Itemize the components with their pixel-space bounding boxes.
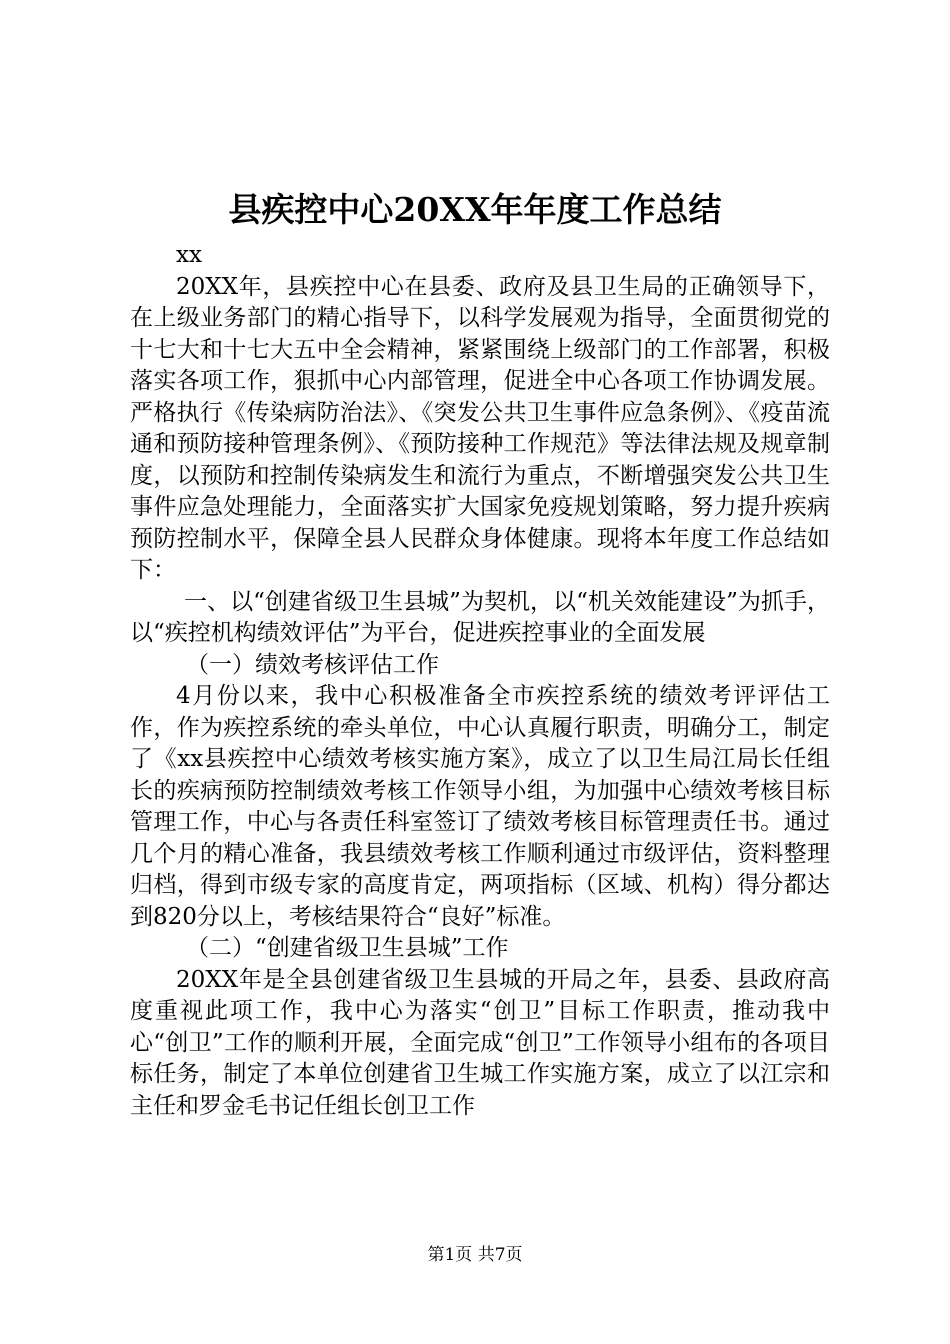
section-heading-1: 一、以“创建省级卫生县城”为契机，以“机关效能建设”为抓手，以“疾控机构绩效评估”为平台，促进疾控事业的全面发展 <box>130 588 830 646</box>
paragraph-performance: 4月份以来，我中心积极准备全市疾控系统的绩效考评评估工作，作为疾控系统的牵头单位，中心认真履行职责，明确分工，制定了《xx县疾控中心绩效考核实施方案》，成立了以卫生局江局长任组长的疾病预防控制绩效考核工作领导小组，为加强中心绩效考核目标管理工作，中心与各责任科室签订了绩效考核目标管理责任书。通过几个月的精心准备，我县绩效考核工作顺利通过市级评估，资料整理归档，得到市级专家的高度肯定，两项指标（区域、机构）得分都达到820分以上，考核结果符合“良好”标准。 <box>130 683 830 930</box>
page-footer: 第1页 共7页 <box>427 1245 523 1265</box>
document-body <box>130 240 830 1122</box>
document-title: 县疾控中心20XX年年度工作总结 <box>228 190 722 229</box>
paragraph-sanitation: 20XX年是全县创建省级卫生县城的开局之年，县委、县政府高度重视此项工作，我中心为落实“创卫”目标工作职责，推动我中心“创卫”工作的顺利开展，全面完成“创卫”工作领导小组布的各项目标任务，制定了本单位创建省卫生城工作实施方案，成立了以江宗和主任和罗金毛书记任组长创卫工作 <box>130 966 830 1119</box>
paragraph-intro: 20XX年，县疾控中心在县委、政府及县卫生局的正确领导下，在上级业务部门的精心指导下，以科学发展观为指导，全面贯彻党的十七大和十七大五中全会精神，紧紧围绕上级部门的工作部署，积极落实各项工作，狠抓中心内部管理，促进全中心各项工作协调发展。严格执行《传染病防治法》、《突发公共卫生事件应急条例》、《疫苗流通和预防接种管理条例》、《预防接种工作规范》等法律法规及规章制度，以预防和控制传染病发生和流行为重点，不断增强突发公共卫生事件应急处理能力，全面落实扩大国家免疫规划策略，努力提升疾病预防控制水平，保障全县人民群众身体健康。现将本年度工作总结如下： <box>130 273 830 583</box>
subsection-heading-1: （一）绩效考核评估工作 <box>186 651 439 678</box>
author-line: xx <box>176 242 202 268</box>
subsection-heading-2: （二）“创建省级卫生县城”工作 <box>186 935 509 961</box>
